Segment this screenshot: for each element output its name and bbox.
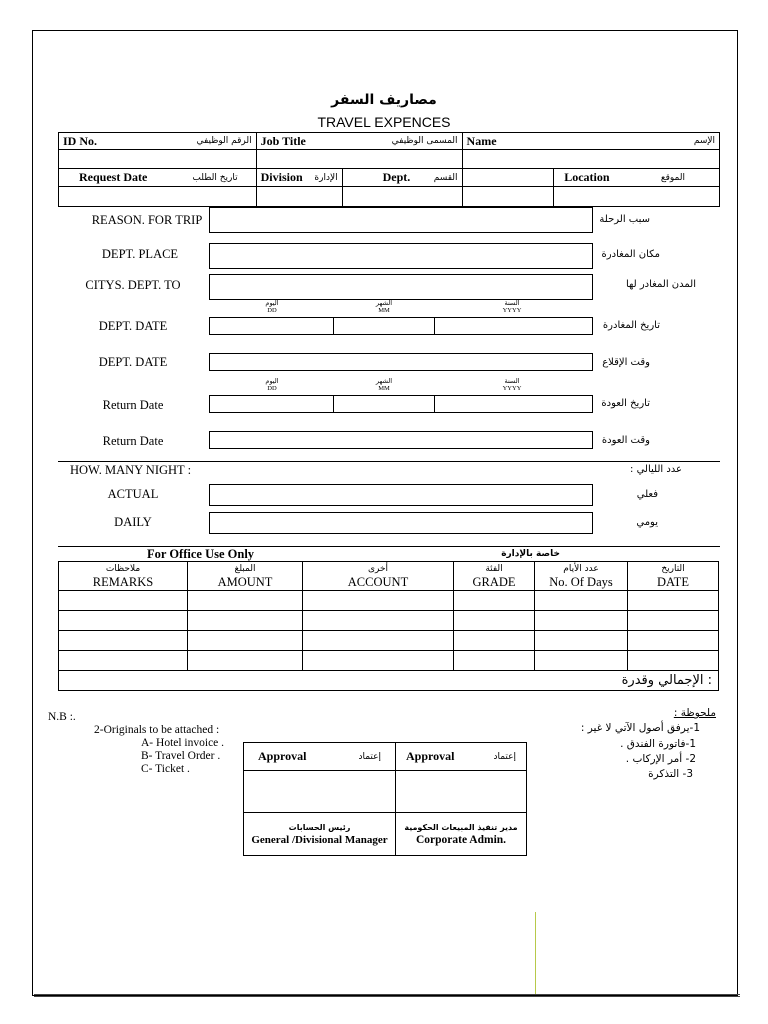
dept-field[interactable] (462, 187, 554, 207)
note-item1-ar: 1-فاتورة الفندق . (620, 738, 696, 750)
approval-right-signature[interactable] (396, 771, 527, 813)
nb-label: N.B :. (48, 711, 76, 723)
note-line1-ar: 1-يرفق أصول الآتي لا غير : (580, 722, 700, 734)
dept-time-field[interactable] (209, 353, 593, 371)
section-divider (58, 461, 720, 462)
originals-item-b: B- Travel Order . (141, 750, 221, 762)
actual-nights-field[interactable] (209, 484, 593, 506)
table-row[interactable] (59, 651, 719, 671)
job-title-header: Job Title المسمى الوظيفي (256, 133, 462, 150)
dept-label: Dept. (382, 170, 411, 184)
total-label-ar: الإجمالي وقدرة : (621, 673, 712, 688)
dept-date-year[interactable] (435, 318, 592, 334)
dept-time-label: DEPT. DATE (98, 355, 168, 369)
daily-label-ar: يومي (636, 517, 658, 528)
job-title-field[interactable] (256, 150, 462, 169)
dept-place-field[interactable] (209, 243, 593, 269)
total-row (59, 671, 719, 691)
approval-left-header: Approval إعتماد (244, 743, 396, 771)
reason-for-trip-label: REASON. FOR TRIP (91, 213, 203, 227)
office-use-title-ar: خاصة بالإدارة (501, 549, 560, 559)
approval-right-signatory: مدير تنفيذ المبيعات الحكومية Corporate Admin. (396, 813, 527, 856)
dept-date-day[interactable] (210, 318, 334, 334)
id-no-header: ID No. الرقم الوظيفي (59, 133, 257, 150)
dept-date-label: DEPT. DATE (98, 319, 168, 333)
return-time-label: Return Date (102, 434, 164, 448)
originals-item-c: C- Ticket . (141, 763, 190, 775)
dept-place-label-ar: مكان المغادرة (601, 249, 660, 260)
dept-date-field[interactable] (209, 317, 593, 335)
id-no-field[interactable] (59, 150, 257, 169)
dd-hint: اليوم DD (265, 299, 279, 314)
col-amount: المبلغ AMOUNT (188, 562, 303, 591)
return-time-label-ar: وقت العودة (601, 435, 650, 446)
division-field[interactable] (256, 187, 462, 207)
actual-label: ACTUAL (107, 487, 159, 501)
return-mm-hint: الشهر MM (375, 377, 393, 392)
col-no-of-days: عدد الأيام No. Of Days (535, 562, 628, 591)
approval-table (243, 742, 527, 856)
note-label-ar: ملحوظة : (673, 707, 716, 719)
dept-date-month[interactable] (334, 318, 435, 334)
dept-time-label-ar: وقت الإقلاع (602, 357, 650, 368)
dept-date-label-ar: تاريخ المغادرة (602, 320, 660, 331)
return-date-label-ar: تاريخ العودة (601, 398, 650, 409)
daily-nights-field[interactable] (209, 512, 593, 534)
office-use-table (58, 561, 719, 691)
col-date: التاريخ DATE (628, 562, 719, 591)
return-date-label: Return Date (102, 398, 164, 412)
dept-place-label: DEPT. PLACE (101, 247, 179, 261)
daily-label: DAILY (114, 515, 152, 529)
how-many-night-label: HOW. MANY NIGHT : (70, 463, 192, 477)
col-remarks: ملاحظات REMARKS (59, 562, 188, 591)
approval-right-header: Approval إعتماد (396, 743, 527, 771)
return-date-field[interactable] (209, 395, 593, 413)
dept-label-ar: القسم (433, 172, 458, 183)
return-dd-hint: اليوم DD (265, 377, 279, 392)
return-date-month[interactable] (334, 396, 435, 412)
how-many-night-label-ar: عدد الليالي : (630, 464, 682, 475)
reason-for-trip-field[interactable] (209, 207, 593, 233)
request-date-field[interactable] (59, 187, 257, 207)
request-date-header: Request Date تاريخ الطلب (59, 169, 257, 187)
citys-dept-to-field[interactable] (209, 274, 593, 300)
return-date-year[interactable] (435, 396, 592, 412)
approval-left-signature[interactable] (244, 771, 396, 813)
yyyy-hint: السنة YYYY (502, 299, 522, 314)
form-title: TRAVEL EXPENCES (317, 114, 451, 130)
originals-item-a: A- Hotel invoice . (141, 737, 225, 749)
return-time-field[interactable] (209, 431, 593, 449)
note-item2-ar: 2- أمر الإركاب . (625, 753, 696, 765)
approval-left-signatory: رئيس الحسابات General /Divisional Manager (244, 813, 396, 856)
office-use-title: For Office Use Only (147, 547, 255, 561)
col-grade: الفئة GRADE (454, 562, 535, 591)
division-dept-header (256, 169, 462, 187)
table-row[interactable] (59, 631, 719, 651)
mm-hint: الشهر MM (375, 299, 393, 314)
division-label: Division (260, 170, 303, 184)
form-title-arabic: مصاريف السفر (331, 92, 437, 108)
originals-label: 2-Originals to be attached : (94, 724, 220, 736)
note-item3-ar: 3- التذكرة (648, 768, 693, 780)
citys-dept-to-label-ar: المدن المغادر لها (625, 279, 696, 290)
reason-for-trip-label-ar: سبب الرحلة (599, 214, 650, 225)
table-row[interactable] (59, 591, 719, 611)
vertical-guide-line (535, 912, 536, 994)
page-frame-bottom-edge (34, 993, 740, 997)
return-date-day[interactable] (210, 396, 334, 412)
division-label-ar: الإدارة (314, 172, 338, 183)
citys-dept-to-label: CITYS. DEPT. TO (85, 278, 181, 292)
actual-label-ar: فعلي (636, 489, 658, 500)
employee-info-table (58, 132, 720, 207)
dept-header-cell (462, 169, 554, 187)
table-row[interactable] (59, 611, 719, 631)
name-header: Name الإسم (462, 133, 719, 150)
name-field[interactable] (462, 150, 719, 169)
return-yyyy-hint: السنة YYYY (502, 377, 522, 392)
location-header: Location الموقع (554, 169, 720, 187)
col-account: أخرى ACCOUNT (303, 562, 454, 591)
location-field[interactable] (554, 187, 720, 207)
